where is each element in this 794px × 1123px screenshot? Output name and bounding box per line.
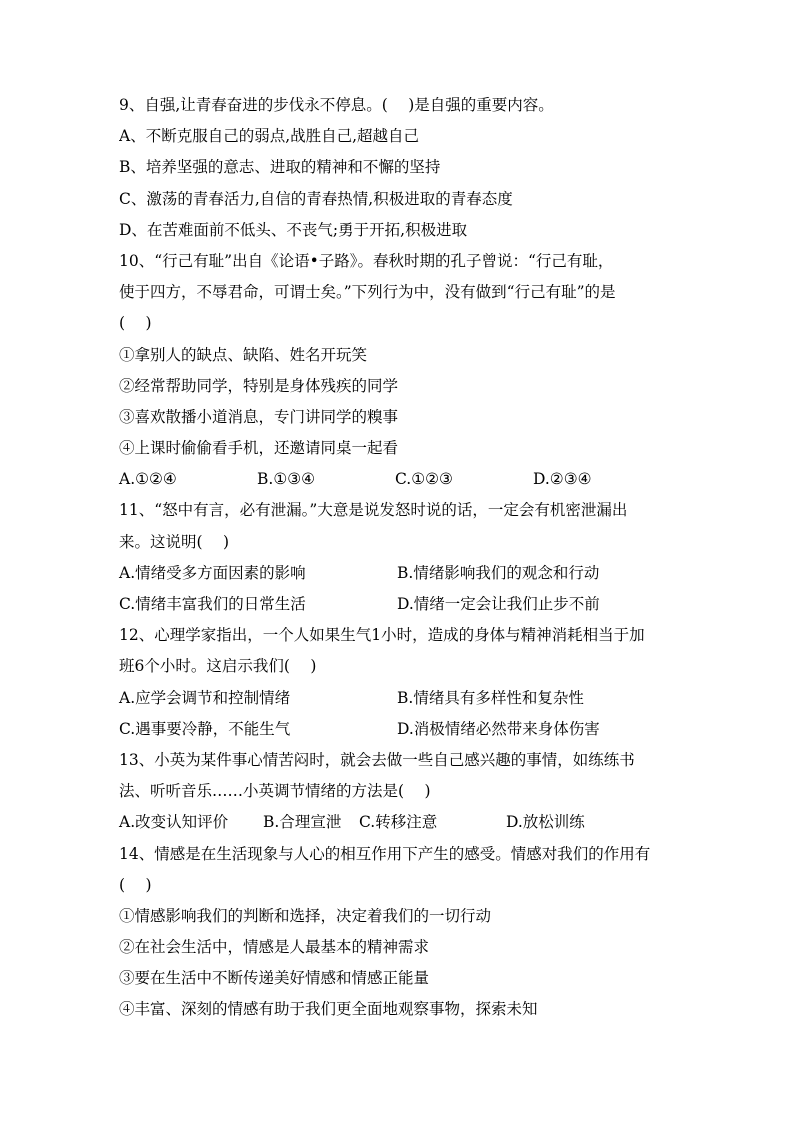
question-stem-line: 13、小英为某件事心情苦闷时，就会去做一些自己感兴趣的事情，如练练书	[119, 750, 635, 769]
option-d[interactable]: D.消极情绪必然带来身体伤害	[397, 719, 600, 738]
options-row	[119, 683, 679, 714]
question-11	[119, 495, 679, 620]
statement-item: ④上课时偷偷看手机，还邀请同桌一起看	[119, 439, 399, 458]
option-c[interactable]: C、激荡的青春活力,自信的青春热情,积极进取的青春态度	[119, 189, 513, 208]
question-9	[119, 90, 679, 246]
question-stem-line: 班6个小时。这启示我们( )	[119, 657, 317, 676]
statement-item: ②经常帮助同学，特别是身体残疾的同学	[119, 376, 399, 395]
option-a[interactable]: A.情绪受多方面因素的影响	[119, 563, 306, 582]
question-12	[119, 620, 679, 745]
question-stem-line: 法、听听音乐……小英调节情绪的方法是( )	[119, 782, 431, 801]
question-13	[119, 745, 679, 839]
option-a[interactable]: A.应学会调节和控制情绪	[119, 688, 291, 707]
option-a[interactable]: A.①②④	[119, 470, 177, 489]
option-b[interactable]: B.①③④	[257, 470, 316, 489]
option-a[interactable]: A.改变认知评价	[119, 813, 229, 832]
statement-item: ①情感影响我们的判断和选择，决定着我们的一切行动	[119, 906, 492, 925]
options-row	[119, 714, 679, 745]
options-row	[119, 464, 679, 495]
option-c[interactable]: C.转移注意	[359, 813, 438, 832]
option-b[interactable]: B.合理宣泄	[263, 813, 342, 832]
option-b[interactable]: B.情绪具有多样性和复杂性	[397, 688, 584, 707]
question-stem: 9、自强,让青春奋进的步伐永不停息。( )是自强的重要内容。	[119, 96, 554, 114]
question-10	[119, 246, 679, 496]
options-row	[119, 589, 679, 620]
option-a[interactable]: A、不断克服自己的弱点,战胜自己,超越自己	[119, 127, 420, 146]
option-d[interactable]: D.②③④	[533, 470, 592, 489]
statement-item: ④丰富、深刻的情感有助于我们更全面地观察事物，探索未知	[119, 1000, 538, 1019]
question-stem-line: 10、“行己有耻”出自《论语•子路》。春秋时期的孔子曾说：“行己有耻，	[119, 251, 614, 270]
question-stem-line: 使于四方，不辱君命，可谓士矣。”下列行为中，没有做到“行己有耻”的是	[119, 283, 616, 302]
option-c[interactable]: C.情绪丰富我们的日常生活	[119, 595, 306, 613]
question-14	[119, 839, 679, 1026]
option-b[interactable]: B.情绪影响我们的观念和行动	[397, 563, 600, 582]
option-d[interactable]: D.放松训练	[506, 813, 585, 832]
option-c[interactable]: C.①②③	[395, 470, 453, 489]
exam-page	[119, 90, 679, 1026]
option-d[interactable]: D、在苦难面前不低头、不丧气;勇于开拓,积极进取	[119, 220, 468, 239]
options-row	[119, 807, 679, 838]
question-stem-line: 12、心理学家指出，一个人如果生气1小时，造成的身体与精神消耗相当于加	[119, 626, 645, 645]
question-stem-line: 来。这说明( )	[119, 532, 230, 551]
option-d[interactable]: D.情绪一定会让我们止步不前	[397, 595, 600, 613]
question-stem-line: 14、情感是在生活现象与人心的相互作用下产生的感受。情感对我们的作用有	[119, 844, 651, 863]
statement-item: ③要在生活中不断传递美好情感和情感正能量	[119, 969, 430, 988]
statement-item: ②在社会生活中，情感是人最基本的精神需求	[119, 938, 430, 957]
option-c[interactable]: C.遇事要冷静，不能生气	[119, 719, 291, 738]
options-row	[119, 558, 679, 589]
question-stem-line: ( )	[119, 314, 152, 333]
option-b[interactable]: B、培养坚强的意志、进取的精神和不懈的坚持	[119, 158, 441, 177]
question-stem-line: 11、“怒中有言，必有泄漏。”大意是说发怒时说的话，一定会有机密泄漏出	[119, 501, 628, 520]
statement-item: ③喜欢散播小道消息，专门讲同学的糗事	[119, 407, 399, 426]
question-stem-line: ( )	[119, 875, 152, 894]
statement-item: ①拿别人的缺点、缺陷、姓名开玩笑	[119, 345, 368, 364]
